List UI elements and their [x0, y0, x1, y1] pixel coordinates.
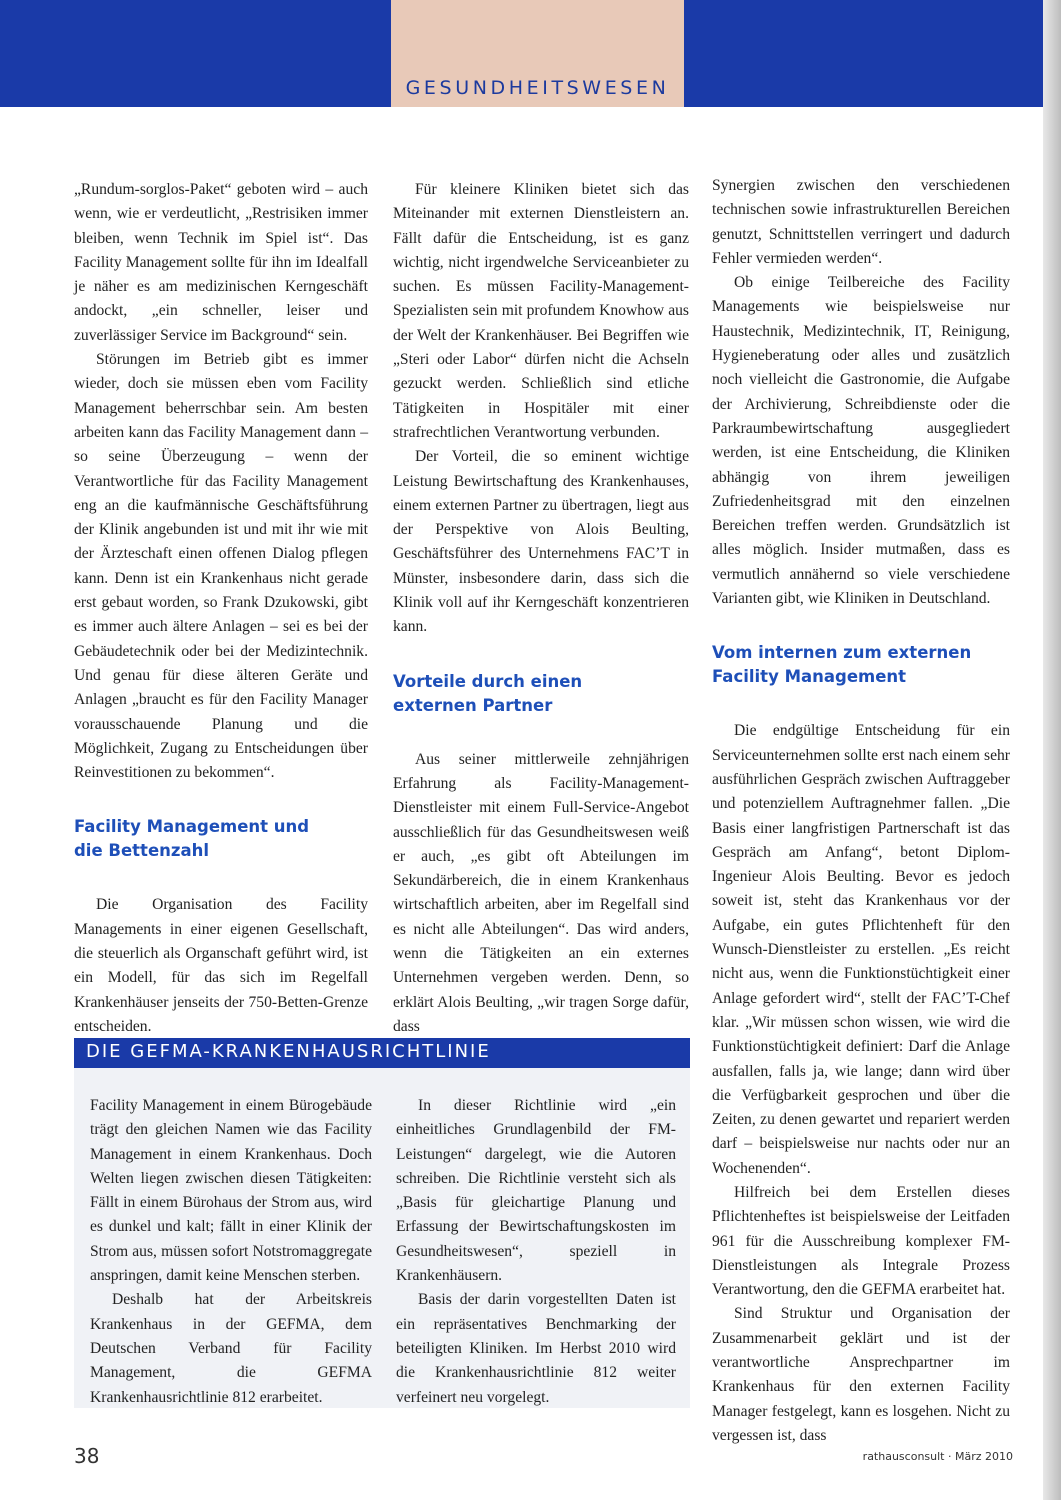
- paragraph: Sind Struktur und Organisation der Zusammenarbeit geklärt und ist der verantwortliche Ansprechpartner im Krankenhaus für den externen Facility Manager festgelegt, kann es losgehen. Nicht zu vergessen ist, dass: [712, 1305, 1010, 1444]
- article-column-1: [74, 178, 368, 1039]
- paragraph: Facility Management in einem Bürogebäude trägt den gleichen Namen wie das Facility Management in einem Krankenhaus. Doch Welten liegen zwischen diesen Tätigkeiten: Fällt in einem Bürohaus der Strom aus, wird es dunkel und kalt; fällt in einer Klinik der Strom aus, müssen sofort Notstromaggregate anspringen, damit keine Menschen sterben.: [90, 1097, 372, 1285]
- subheading: [74, 815, 368, 863]
- infobox-column-2: [396, 1094, 676, 1410]
- paragraph: Deshalb hat der Arbeitskreis Krankenhaus in der GEFMA, dem Deutschen Verband für Facility Management, die GEFMA Krankenhausrichtlinie 812 erarbeitet.: [90, 1291, 372, 1406]
- section-title: GESUNDHEITSWESEN: [405, 77, 670, 99]
- paragraph: Aus seiner mittlerweile zehnjährigen Erfahrung als Facility-Management-Dienstleister mit einem Full-Service-Angebot ausschließlich für das Gesundheitswesen weiß er auch, „es gibt oft Abteilungen im Sekundärbereich, die in einem Krankenhaus wirtschaftlich arbeiten, aber im Regelfall sind es nicht alle Abteilungen“. Das wird anders, wenn die Tätigkeiten an ein externes Unternehmen vergeben werden. Denn, so erklärt Alois Beulting, „wir tragen Sorge dafür, dass: [393, 750, 689, 1035]
- infobox-column-1: [90, 1094, 372, 1410]
- paragraph: In dieser Richtlinie wird „ein einheitliches Grundlagenbild der FM-Leistungen“ dargelegt, wie die Autoren schreiben. Die Richtlinie versteht sich als „Basis für gleichartige Planung und Erfassung der Bewirtschaftungskosten im Gesundheitswesen“, speziell in Krankenhäusern.: [396, 1097, 676, 1285]
- subheading-line: externen Partner: [393, 695, 553, 715]
- paragraph: Basis der darin vorgestellten Daten ist ein repräsentatives Benchmarking der beteiligten Kliniken. Im Herbst 2010 wird die Krankenhausrichtlinie 812 weiter verfeinert neu vorgelegt.: [396, 1291, 676, 1406]
- page-edge-shadow: [1043, 0, 1061, 1500]
- subheading-line: Facility Management: [712, 667, 907, 687]
- paragraph: Hilfreich bei dem Erstellen dieses Pflichtenheftes ist beispielsweise der Leitfaden 961 für die Ausschreibung komplexer FM-Dienstleistungen als Integrale Prozess Verantwortung, den die GEFMA erarbeitet hat.: [712, 1183, 1010, 1299]
- paragraph: Störungen im Betrieb gibt es immer wieder, doch sie müssen eben vom Facility Management beherrschbar sein. Am besten arbeiten kann das Facility Management dann – so seine Überzeugung – wenn der Verantwortliche für das Facility Management eng an die kaufmännische Geschäftsführung der Klinik angebunden ist und mit ihr wie mit der Ärzteschaft einen offenen Dialog pflegen kann. Denn ist ein Krankenhaus nicht gerade erst gebaut worden, so Frank Dzukowski, gibt es immer auch ältere Anlagen – sei es bei der Gebäudetechnik oder bei der Medizintechnik. Und genau für diese älteren Geräte und Anlagen „braucht es für den Facility Manager vorausschauende Planung und die Möglichkeit, Zugang zu Entscheidungen über Reinvestitionen zu bekommen“.: [74, 351, 368, 782]
- section-tab: [391, 0, 684, 107]
- paragraph: Die Organisation des Facility Managements in einer eigenen Gesellschaft, die steuerlich als Organschaft geführt wird, ist ein Modell, für das sich im Regelfall Krankenhäuser jenseits der 750-Betten-Grenze entscheiden.: [74, 896, 368, 1035]
- paragraph: Für kleinere Kliniken bietet sich das Miteinander mit externen Dienstleistern an. Fällt dafür die Entscheidung, ist es ganz wichtig, nicht irgendwelche Serviceanbieter zu suchen. Es müssen Facility-Management-Spezialisten sein mit profundem Knowhow aus der Welt der Krankenhäuser. Bei Begriffen wie „Steri oder Labor“ dürfen nicht die Achseln gezuckt werden. Schließlich sind etliche Tätigkeiten in Hospitäler mit einer strafrechtlichen Verantwortung verbunden.: [393, 181, 689, 441]
- paragraph: Die endgültige Entscheidung für ein Serviceunternehmen sollte erst nach einem sehr ausführlichen Gespräch zwischen Auftraggeber und potenziellem Auftragnehmer fallen. „Die Basis einer langfristigen Partnerschaft ist das Gespräch am Anfang“, betont Diplom-Ingenieur Alois Beulting. Bevor es jedoch soweit ist, steht das Krankenhaus vor der Aufgabe, ein gutes Pflichtenheft für den Wunsch-Dienstleister zu erstellen. „Es reicht nicht aus, wenn die Funktionstüchtigkeit einer Anlage gefordert wird“, stellt der FAC’T-Chef klar. „Wir müssen schon wissen, wie wird die Funktionstüchtigkeit definiert: Darf die Anlage ausfallen, falls ja, wie lange; dann wird über die Verfügbarkeit gesprochen und über die Zeiten, zu denen gewartet und repariert werden darf – beispielsweise nur nachts oder nur an Wochenenden“.: [712, 722, 1010, 1177]
- subheading-line: die Bettenzahl: [74, 841, 210, 861]
- infobox-title: DIE GEFMA-KRANKENHAUSRICHTLINIE: [86, 1041, 491, 1062]
- article-column-2: [393, 178, 689, 1039]
- paragraph: Der Vorteil, die so eminent wichtige Leistung Bewirtschaftung des Krankenhauses, einem externen Partner zu übertragen, liegt aus der Perspektive von Alois Beulting, Geschäftsführer des Unternehmens FAC’T in Münster, insbesondere darin, dass sich die Klinik voll auf ihr Kerngeschäft konzentrieren kann.: [393, 448, 689, 636]
- article-column-3: [712, 174, 1010, 1448]
- subheading-line: Facility Management und: [74, 817, 310, 837]
- subheading-line: Vorteile durch einen: [393, 671, 583, 691]
- paragraph: Ob einige Teilbereiche des Facility Managements wie beispielsweise nur Haustechnik, Medizintechnik, IT, Reinigung, Hygieneberatung oder alles und zusätzlich noch vielleicht die Gastronomie, die Aufgabe der Archivierung, Schreibdienste oder die Parkraumbewirtschaftung ausgegliedert werden, ist eine Entscheidung, die Kliniken abhängig von ihrem jeweiligen Zufriedenheitsgrad mit den einzelnen Bereichen treffen werden. Grundsätzlich ist alles möglich. Insider mutmaßen, dass es vermutlich annähernd so viele verschiedene Varianten gibt, wie Kliniken in Deutschland.: [712, 274, 1010, 608]
- publication-footer: rathausconsult · März 2010: [862, 1450, 1013, 1463]
- paragraph: „Rundum-sorglos-Paket“ geboten wird – auch wenn, wie er verdeutlicht, „Restrisiken immer bleiben, wenn Technik im Spiel ist“. Das Facility Management sollte für ihn im Idealfall je näher es am medizinischen Kerngeschäft andockt, „ein schneller, leiser und zuverlässiger Service im Background“ sein.: [74, 181, 368, 344]
- infobox-title-bar: [74, 1038, 690, 1068]
- paragraph: Synergien zwischen den verschiedenen technischen sowie infrastrukturellen Bereichen genutzt, Schnittstellen verringert und dadurch Fehler vermieden werden“.: [712, 177, 1010, 267]
- page-number: 38: [74, 1444, 100, 1468]
- subheading-line: Vom internen zum externen: [712, 643, 972, 663]
- subheading: [712, 641, 1010, 689]
- subheading: [393, 670, 689, 718]
